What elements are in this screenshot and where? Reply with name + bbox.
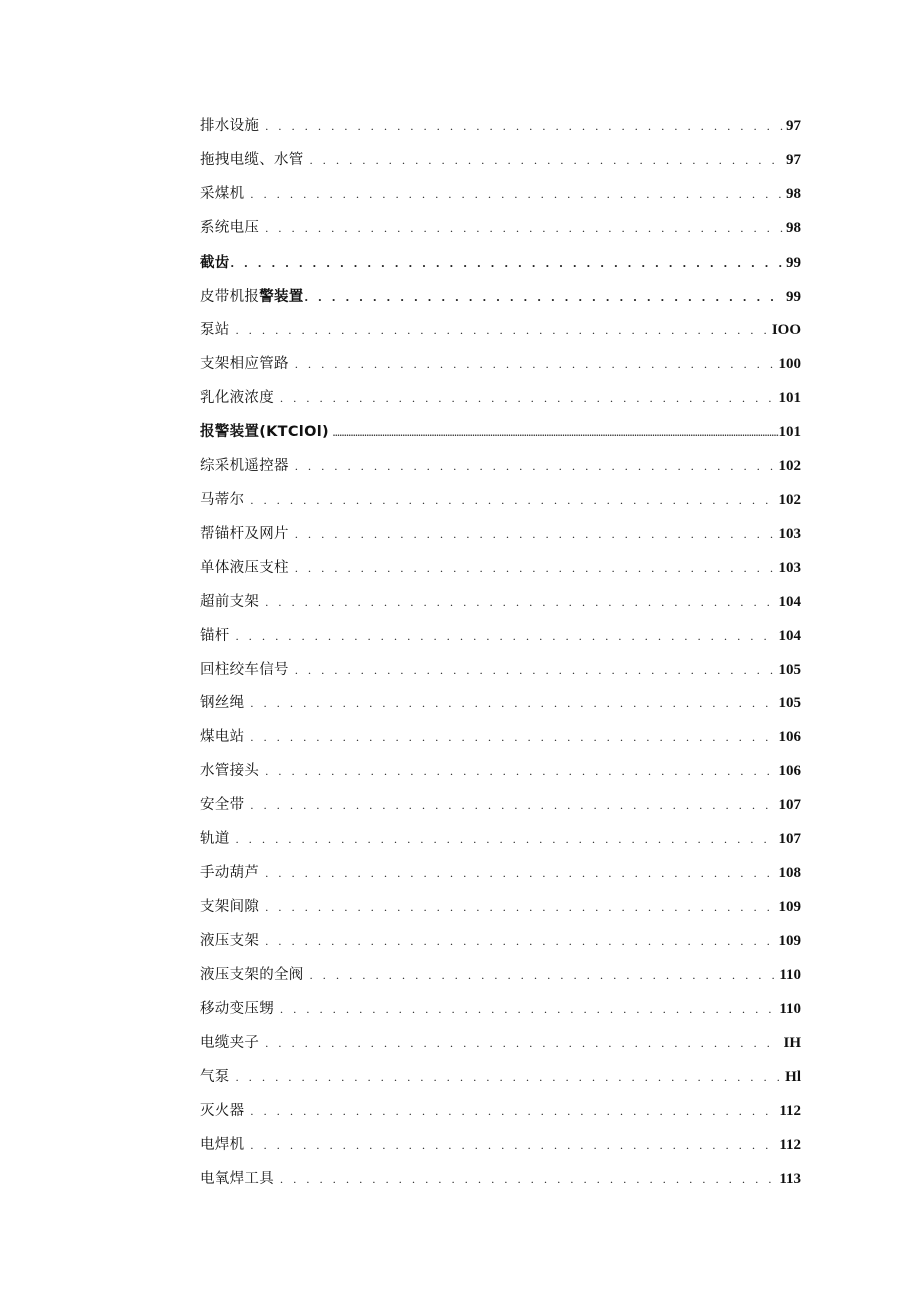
toc-entry-title: 泵站 <box>200 321 230 338</box>
toc-entry-page: 107 <box>778 797 801 814</box>
toc-entry-title: 回柱绞车信号 <box>200 661 289 678</box>
toc-entry[interactable] <box>200 144 801 178</box>
toc-entry-title: 气泵 <box>200 1069 230 1086</box>
toc-entry-page: 98 <box>786 219 801 236</box>
toc-entry-page: 109 <box>778 933 801 950</box>
toc-entry[interactable] <box>200 1163 801 1197</box>
toc-entry[interactable] <box>200 280 801 314</box>
toc-entry-page: 112 <box>779 1103 801 1120</box>
toc-entry-page: 107 <box>778 831 801 848</box>
toc-entry[interactable] <box>200 789 801 823</box>
toc-entry-page: 106 <box>778 729 801 746</box>
toc-entry[interactable] <box>200 925 801 959</box>
toc-entry-title: 灭火器 <box>200 1103 245 1120</box>
toc-entry-title: 支架间隙 <box>200 899 260 916</box>
toc-dot-leader <box>295 518 776 552</box>
toc-entry-title: 采煤机 <box>200 185 245 202</box>
toc-entry-page: 103 <box>778 559 801 576</box>
toc-entry-page: 99 <box>786 254 801 271</box>
toc-dot-leader <box>295 348 776 382</box>
toc-entry-page: 101 <box>778 423 801 440</box>
toc-dot-leader <box>265 925 775 959</box>
toc-entry-title <box>200 281 304 315</box>
toc-entry-page: 106 <box>778 763 801 780</box>
toc-entry[interactable] <box>200 993 801 1027</box>
toc-dot-leader <box>236 1061 783 1095</box>
toc-entry-title: 超前支架 <box>200 593 260 610</box>
toc-entry[interactable] <box>200 959 801 993</box>
toc-entry-title: 马蒂尔 <box>200 491 245 508</box>
toc-entry-title: 截齿 <box>200 254 230 271</box>
toc-entry-title: 轨道 <box>200 831 230 848</box>
toc-entry-page: 102 <box>778 457 801 474</box>
toc-entry[interactable] <box>200 484 801 518</box>
toc-dot-leader <box>250 178 783 212</box>
toc-entry-page: 113 <box>779 1171 801 1188</box>
toc-entry-page: 99 <box>786 288 801 305</box>
toc-entry[interactable] <box>200 212 801 246</box>
toc-dot-leader <box>250 1095 776 1129</box>
toc-dot-leader <box>310 144 783 178</box>
toc-dot-leader <box>265 110 783 144</box>
toc-dot-leader <box>280 993 776 1027</box>
toc-entry[interactable] <box>200 857 801 891</box>
toc-entry-title: 电氧焊工具 <box>200 1171 274 1188</box>
toc-entry[interactable] <box>200 246 801 280</box>
toc-dot-leader <box>265 891 775 925</box>
toc-entry-page: 97 <box>786 118 801 134</box>
toc-dot-leader <box>250 789 775 823</box>
toc-entry-title: 单体液压支柱 <box>200 559 289 576</box>
toc-entry[interactable] <box>200 755 801 789</box>
toc-entry-title: 电焊机 <box>200 1137 245 1154</box>
toc-dot-leader <box>265 755 775 789</box>
toc-entry[interactable] <box>200 586 801 620</box>
toc-entry-title: 支架相应管路 <box>200 355 289 372</box>
toc-entry-title: 拖拽电缆、水管 <box>200 151 304 168</box>
toc-entry[interactable] <box>200 823 801 857</box>
toc-entry-title: 乳化液浓度 <box>200 389 274 406</box>
toc-entry-title: 移动变压甥 <box>200 1001 274 1018</box>
toc-entry[interactable] <box>200 178 801 212</box>
toc-entry-title: 帮锚杆及网片 <box>200 525 289 542</box>
toc-entry-page: 98 <box>786 185 801 202</box>
toc-entry-page: 105 <box>778 695 801 712</box>
toc-entry[interactable] <box>200 1129 801 1163</box>
toc-entry-title: 手动葫芦 <box>200 865 260 882</box>
toc-entry-page: Hl <box>785 1069 801 1086</box>
toc-dot-leader <box>310 959 777 993</box>
toc-entry-title: 排水设施 <box>200 118 260 134</box>
table-of-contents <box>200 110 801 1197</box>
toc-dot-leader <box>265 1027 780 1061</box>
toc-entry[interactable] <box>200 314 801 348</box>
toc-entry-page: 100 <box>778 355 801 372</box>
toc-entry-page: 103 <box>778 525 801 542</box>
toc-entry-page: 104 <box>778 593 801 610</box>
toc-entry-page: 108 <box>778 865 801 882</box>
toc-dot-leader <box>333 417 779 451</box>
toc-entry-page: 97 <box>786 151 801 168</box>
toc-entry-page: 102 <box>778 491 801 508</box>
toc-dot-leader <box>250 687 775 721</box>
toc-entry[interactable] <box>200 450 801 484</box>
toc-dot-leader <box>295 450 776 484</box>
toc-entry[interactable] <box>200 620 801 654</box>
toc-entry-page: 101 <box>778 389 801 406</box>
toc-entry[interactable] <box>200 110 801 144</box>
toc-entry-page: IOO <box>771 321 801 338</box>
toc-entry[interactable] <box>200 687 801 721</box>
toc-entry[interactable] <box>200 1095 801 1129</box>
toc-entry-title: 安全带 <box>200 797 245 814</box>
toc-dot-leader <box>231 246 783 280</box>
toc-dot-leader <box>265 586 775 620</box>
toc-entry-title: 报警装置(KTClOl) <box>200 423 329 440</box>
toc-dot-leader <box>295 552 776 586</box>
toc-entry[interactable] <box>200 654 801 688</box>
toc-entry-title: 液压支架的全阀 <box>200 967 304 984</box>
toc-entry-title: 综采机遥控器 <box>200 457 289 474</box>
toc-entry-page: 110 <box>779 1001 801 1018</box>
toc-entry-title-regular: 皮带机报 <box>200 288 260 305</box>
toc-dot-leader <box>280 382 776 416</box>
toc-entry-title: 液压支架 <box>200 933 260 950</box>
toc-dot-leader <box>265 212 783 246</box>
toc-entry[interactable] <box>200 1061 801 1095</box>
toc-dot-leader <box>250 721 775 755</box>
toc-dot-leader <box>236 823 776 857</box>
toc-entry[interactable] <box>200 552 801 586</box>
toc-entry-page: 112 <box>779 1137 801 1154</box>
toc-entry-title: 锚杆 <box>200 627 230 644</box>
toc-entry-page: IH <box>783 1035 801 1052</box>
toc-dot-leader <box>236 620 776 654</box>
toc-dot-leader <box>265 857 775 891</box>
toc-dot-leader <box>236 314 769 348</box>
toc-entry-page: 105 <box>778 661 801 678</box>
toc-entry-title: 电缆夹子 <box>200 1035 260 1052</box>
toc-entry[interactable] <box>200 416 801 450</box>
toc-entry[interactable] <box>200 518 801 552</box>
toc-entry[interactable] <box>200 1027 801 1061</box>
toc-entry-title: 水管接头 <box>200 763 260 780</box>
toc-entry-title-bold: 警装置 <box>259 288 304 305</box>
toc-entry-title: 煤电站 <box>200 729 245 746</box>
toc-entry-title: 系统电压 <box>200 219 260 236</box>
toc-entry-page: 110 <box>779 967 801 984</box>
toc-entry[interactable] <box>200 891 801 925</box>
toc-entry-page: 109 <box>778 899 801 916</box>
toc-dot-leader <box>250 1129 776 1163</box>
toc-dot-leader <box>280 1163 776 1197</box>
toc-entry[interactable] <box>200 348 801 382</box>
toc-dot-leader <box>305 280 783 314</box>
toc-entry[interactable] <box>200 382 801 416</box>
toc-dot-leader <box>250 484 775 518</box>
toc-entry[interactable] <box>200 721 801 755</box>
toc-dot-leader <box>295 654 776 688</box>
toc-entry-title: 钢丝绳 <box>200 695 245 712</box>
toc-entry-page: 104 <box>778 627 801 644</box>
